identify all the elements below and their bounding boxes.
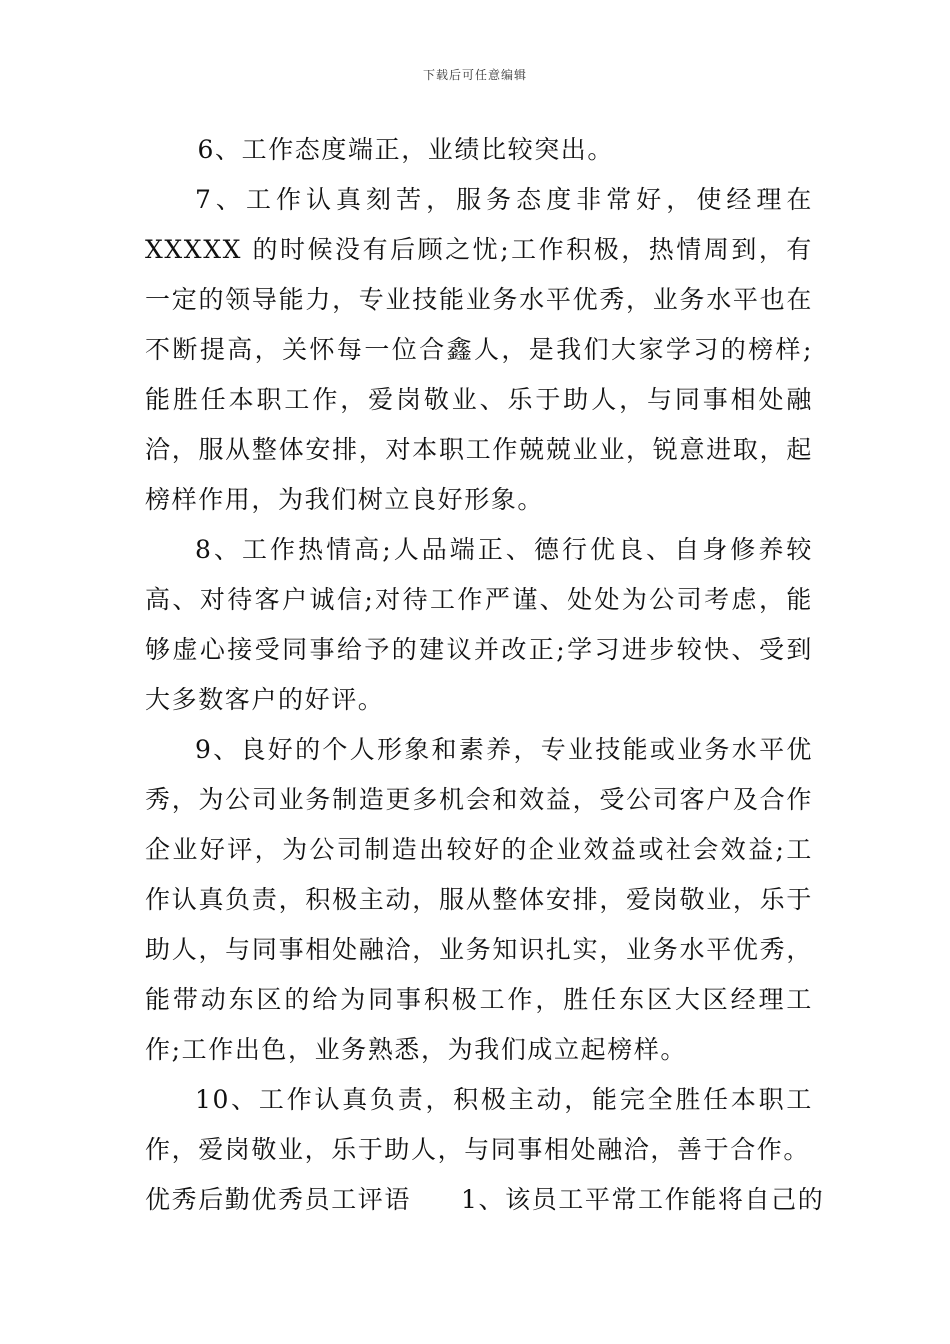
paragraph-10: 10、工作认真负责，积极主动，能完全胜任本职工作，爱岗敬业，乐于助人，与同事相处融洽，善于合作。: [145, 1085, 813, 1164]
page-header-note: 下载后可任意编辑: [422, 68, 527, 82]
section-line: [145, 1175, 825, 1225]
section-first-item: 1、该员工平常工作能将自己的: [461, 1185, 825, 1214]
document-body: [145, 125, 825, 1225]
paragraph-9: 9、良好的个人形象和素养，专业技能或业务水平优秀，为公司业务制造更多机会和效益，受公司客户及合作企业好评，为公司制造出较好的企业效益或社会效益;工作认真负责，积极主动，服从整体安排，爱岗敬业，乐于助人，与同事相处融洽，业务知识扎实，业务水平优秀，能带动东区的给为同事积极工作，胜任东区大区经理工作;工作出色，业务熟悉，为我们成立起榜样。: [145, 735, 813, 1064]
paragraph-8: 8、工作热情高;人品端正、德行优良、自身修养较高、对待客户诚信;对待工作严谨、处处为公司考虑，能够虚心接受同事给予的建议并改正;学习进步较快、受到大多数客户的好评。: [145, 535, 813, 714]
paragraph-6: 6、工作态度端正，业绩比较突出。: [197, 135, 615, 164]
paragraph-7: 7、工作认真刻苦，服务态度非常好，使经理在 XXXXX 的时候没有后顾之忧;工作积极，热情周到，有一定的领导能力，专业技能业务水平优秀，业务水平也在不断提高，关怀每一位合鑫人，是我们大家学习的榜样;能胜任本职工作，爱岗敬业、乐于助人，与同事相处融洽，服从整体安排，对本职工作兢兢业业，锐意进取，起榜样作用，为我们树立良好形象。: [145, 185, 813, 514]
section-title: 优秀后勤优秀员工评语: [145, 1185, 412, 1214]
